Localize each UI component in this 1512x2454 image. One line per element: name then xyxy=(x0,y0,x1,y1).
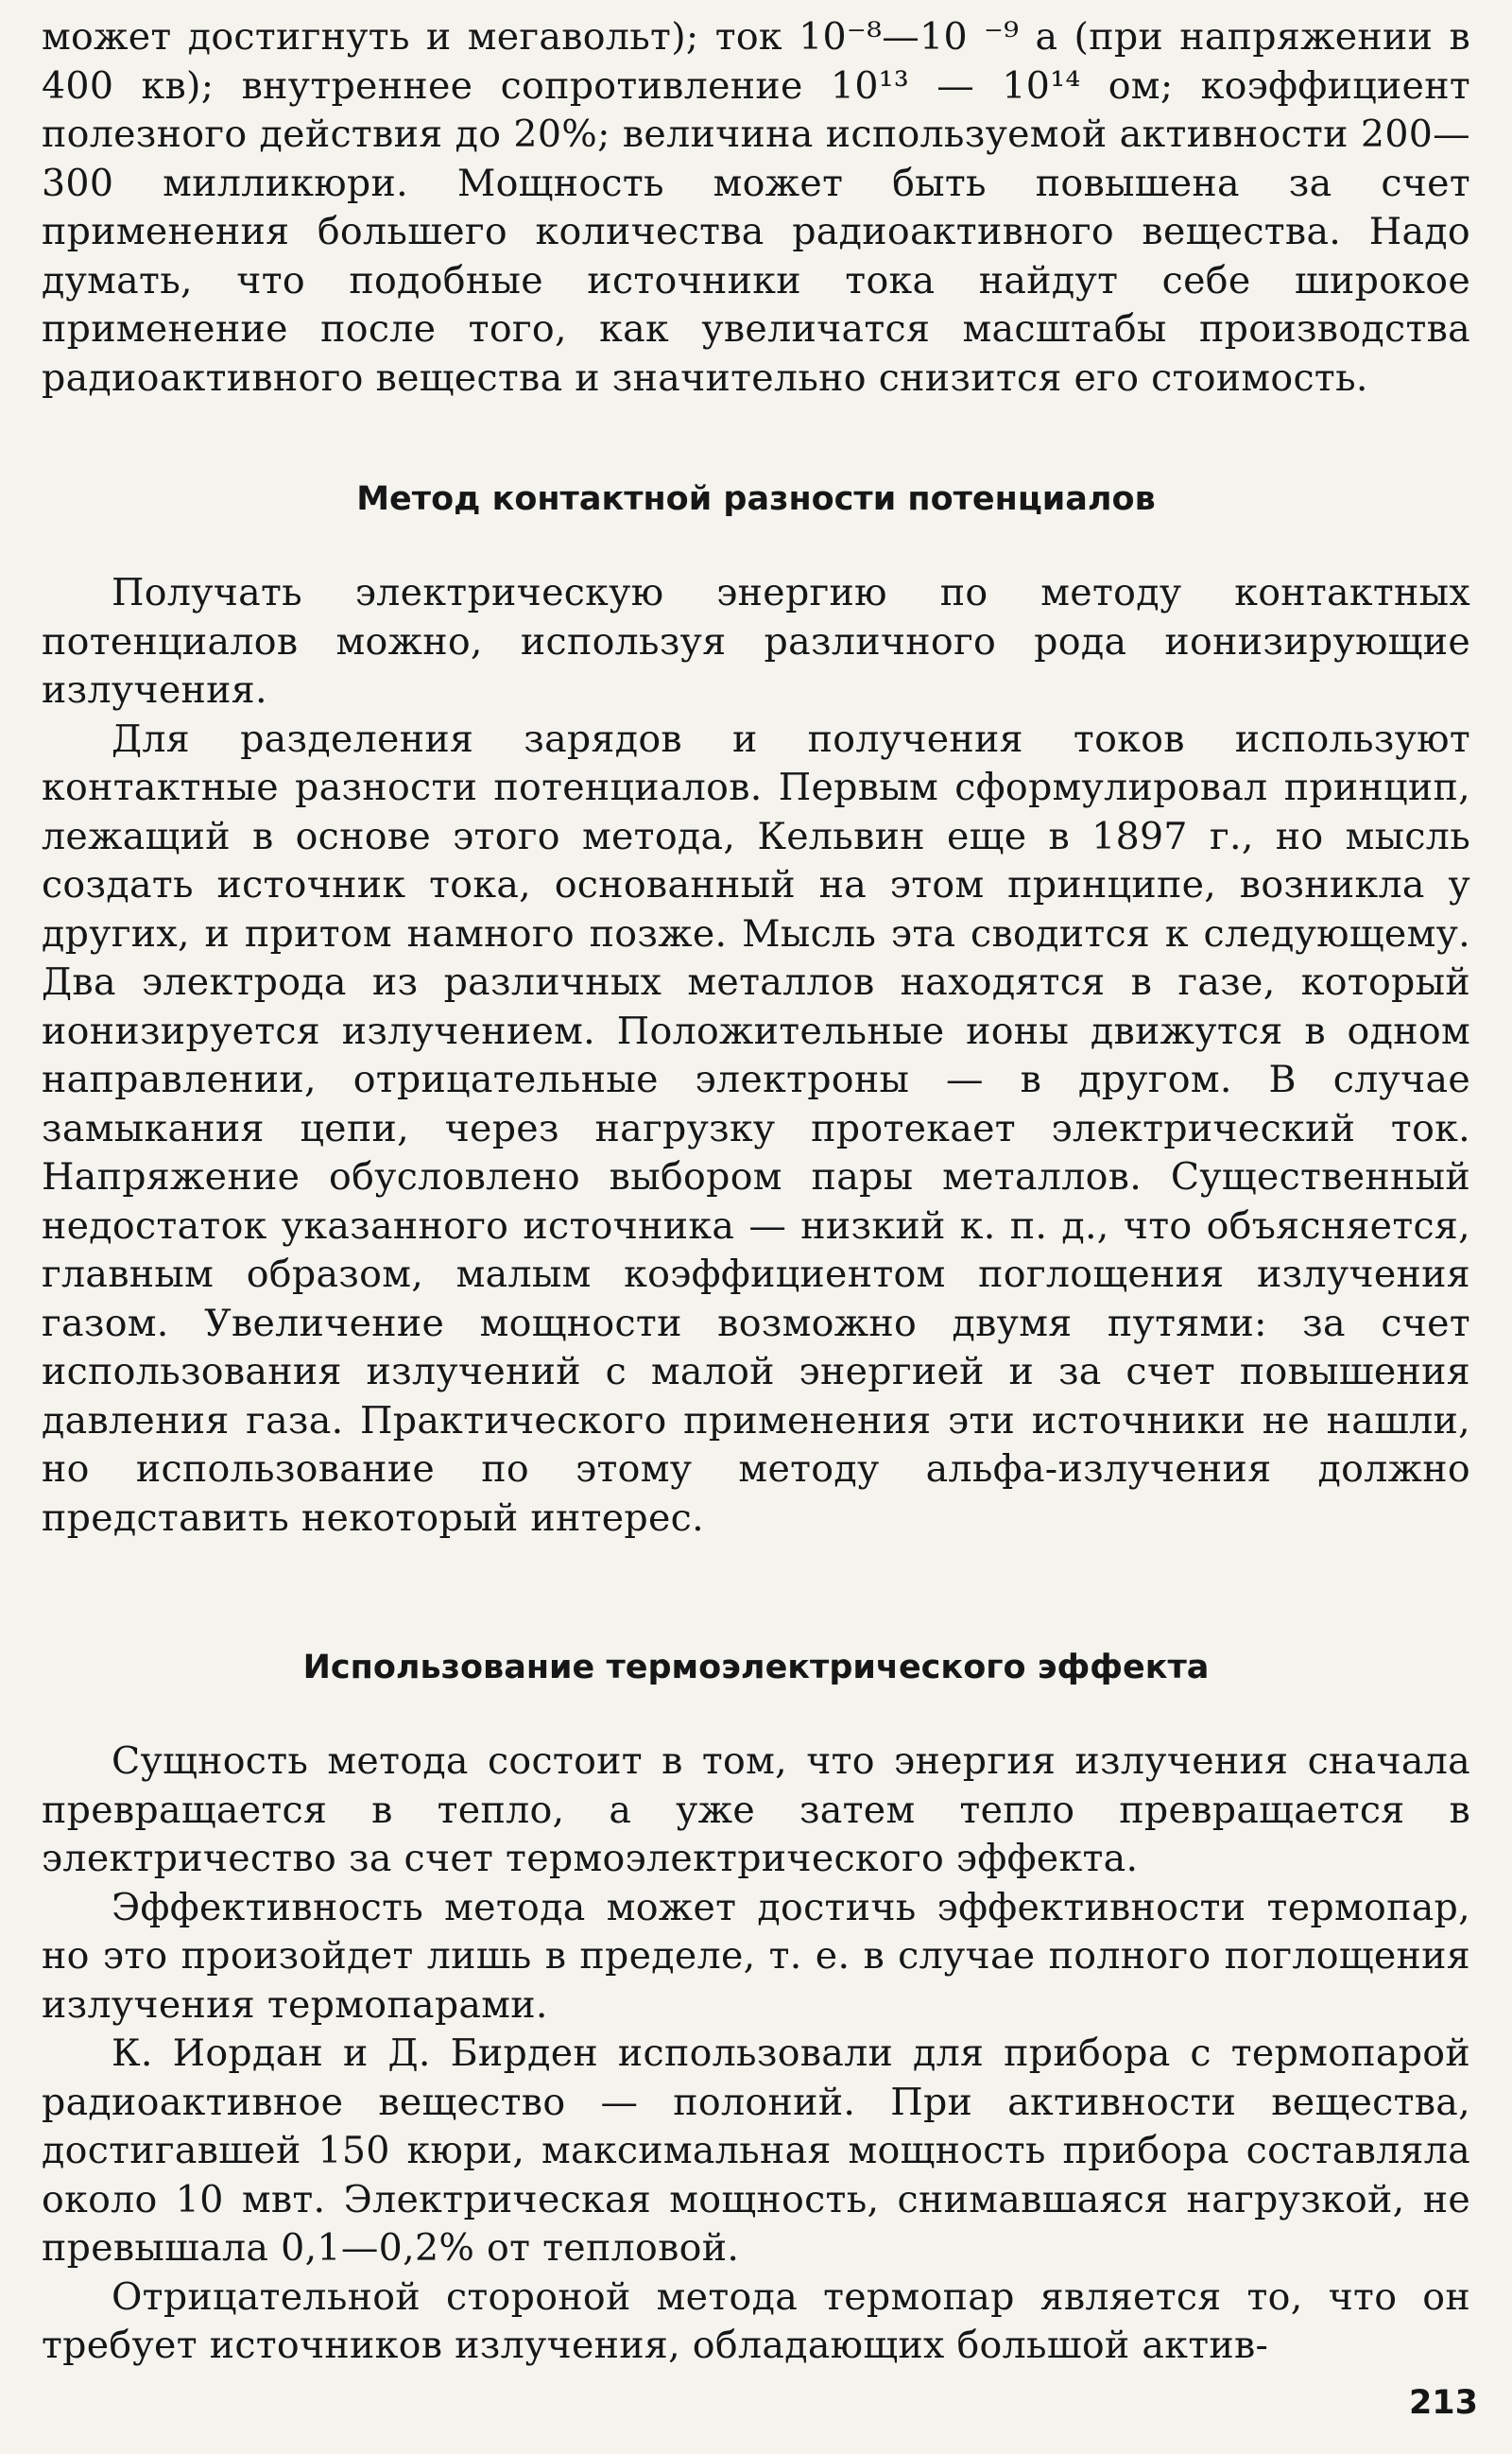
thermo-paragraph-3: К. Иордан и Д. Бирден использовали для прибора с термопарой радиоактивное вещество — полоний. При активности вещества, достигавшей 150 кюри, максимальная мощность прибора составляла около 10 мвт. Электрическая мощность, снимавшаяся нагрузкой, не превышала 0,1—0,2% от тепловой. xyxy=(42,2031,1470,2270)
thermo-paragraph-2: Эффективность метода может достичь эффективности термопар, но это произойдет лишь в пределе, т. е. в случае полного поглощения излучения термопарами. xyxy=(42,1885,1470,2027)
contact-paragraph-2: Для разделения зарядов и получения токов используют контактные разности потенциалов. Первым сформулировал принцип, лежащий в основе этого метода, Кельвин еще в 1897 г., но мысль создать источник тока, основанный на этом принципе, возникла у других, и притом намного позже. Мысль эта сводится к следующему. Два электрода из различных металлов находятся в газе, который ионизируется излучением. Положительные ионы движутся в одном направлении, отрицательные электроны — в другом. В случае замыкания цепи, через нагрузку протекает электрический ток. Напряжение обусловлено выбором пары металлов. Существенный недостаток указанного источника — низкий к. п. д., что объясняется, главным образом, малым коэффициентом поглощения излучения газом. Увеличение мощности возможно двумя путями: за счет использования излучений с малой энергией и за счет повышения давления газа. Практического применения эти источники не нашли, но использование по этому методу альфа-излучения должно представить некоторый интерес. xyxy=(42,717,1470,1540)
thermo-paragraph-1: Сущность метода состоит в том, что энергия излучения сначала превращается в тепло, а уже затем тепло превращается в электричество за счет термоэлектрического эффекта. xyxy=(42,1739,1470,1880)
page-number: 213 xyxy=(1408,2384,1478,2422)
contact-paragraph-1: Получать электрическую энергию по методу контактных потенциалов можно, используя различного рода ионизирующие излучения. xyxy=(42,571,1470,712)
thermo-paragraph-4: Отрицательной стороной метода термопар является то, что он требует источников излучения, обладающих большой актив- xyxy=(42,2274,1470,2367)
intro-paragraph: может достигнуть и мегавольт); ток 10⁻⁸—10 ⁻⁹ а (при напряжении в 400 кв); внутреннее сопротивление 10¹³ — 10¹⁴ ом; коэффициент полезного действия до 20%; величина используемой активности 200—300 милликюри. Мощность может быть повышена за счет применения большего количества радиоактивного вещества. Надо думать, что подобные источники тока найдут себе широкое применение после того, как увеличатся масштабы производства радиоактивного вещества и значительно снизится его стоимость. xyxy=(42,15,1470,400)
section-heading-thermoelectric: Использование термоэлектрического эффекта xyxy=(302,1649,1210,1686)
page-content xyxy=(42,13,1470,2371)
section-heading-contact-potential: Метод контактной разности потенциалов xyxy=(356,480,1156,518)
